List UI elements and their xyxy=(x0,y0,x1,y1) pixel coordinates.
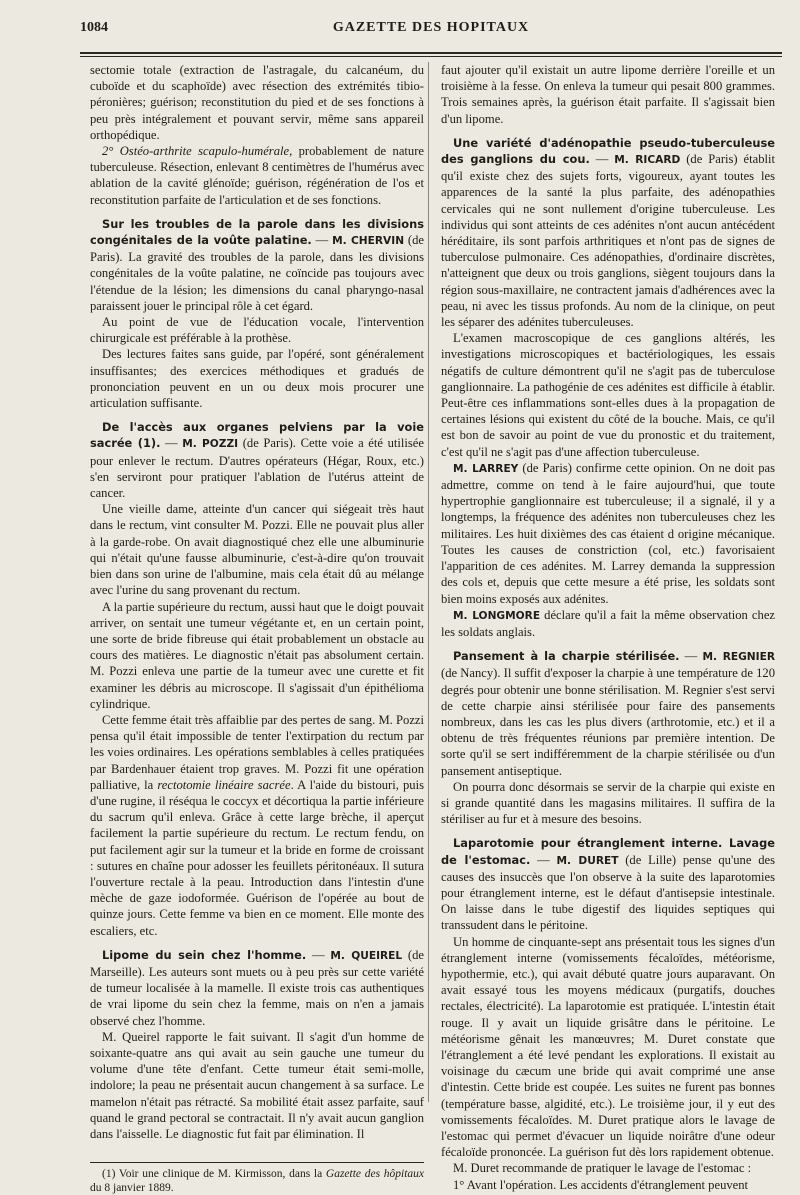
section-heading: Une variété d'adénopathie pseudo-tuberculeuse des ganglions du cou. xyxy=(441,135,775,167)
author-name: M. RICARD xyxy=(614,154,681,167)
case-title: 2° Ostéo-arthrite scapulo-humérale, xyxy=(102,144,293,159)
author-name: M. DURET xyxy=(556,854,619,867)
paragraph: 2° Ostéo-arthrite scapulo-humérale, probablement de nature tuberculeuse. Résection, enlevant 8 centimètres de l'humérus avec ablation de la cavité glénoïde; guérison, régénération de l'os et reconstitution parfaite de l'articulation et de ses fonctions. xyxy=(90,144,424,207)
column-divider xyxy=(428,62,429,1102)
paragraph: sectomie totale (extraction de l'astragale, du calcanéum, du cuboïde et du scaphoïde) avec résection des extrémités tibio-péronières; guérison; reconstitution du pied et de ses fonctions à peu près intégralement et pouvant servir, même sans appareil orthopédique. xyxy=(90,63,424,142)
footnote-rule xyxy=(90,1162,424,1163)
paragraph: Cette femme était très affaiblie par des pertes de sang. M. Pozzi pensa qu'il était impossible de tenter l'extirpation du rectum par les voies ordinaires. Les opérations semblables à celles pratiquées par Bardenhauer étaient trop graves. M. Pozzi fit une opération palliative, la rectotomie linéaire sacrée. A l'aide du bistouri, puis d'une rugine, il réséqua le coccyx et décortiqua la partie inférieure du sacrum qu'il enleva. Grâce à cette large brèche, il aperçut facilement la partie supérieure du rectum. Le rectum fendu, on put facilement agir sur la tumeur et la bride en forme de croissant : sutures en chaîne pour adosser les feuillets péritonéaux. Il sutura l'ouverture rectale à la peau. Introduction dans l'intestin d'une mèche de gaze iodoformée. Guérison de l'opérée au bout de quinze jours. Cette femme va bien en ce moment. Elle monte des escaliers, etc. xyxy=(90,712,424,938)
header-rule-thin xyxy=(80,56,782,57)
footnote: (1) Voir une clinique de M. Kirmisson, dans la Gazette des hôpitaux du 8 janvier 1889. xyxy=(90,1168,425,1195)
author-name: M. POZZI xyxy=(182,438,239,451)
paragraph: Un homme de cinquante-sept ans présentait tous les signes d'un étranglement interne (vomissements fécaloïdes, météorisme, hypothermie, etc.), qui avait débuté quatre jours auparavant. On avait essayé tous les moyens médicaux (purgatifs, douches rectales, électricité). La laparotomie est pratiquée. L'intestin était rouge. Il y avait un liquide grisâtre dans le péritoine. Le météorisme gênait les manœuvres; M. Duret constate que l'étranglement a été levé pendant les explorations. Il existait au voisinage du cæcum une bride qui avait comprimé une anse d'intestin. Cette bride est coupée. Les suites ne furent pas bonnes (température basse, algidité, etc.). Le troisième jour, il y eut des vomissements fécaloïdes. M. Duret pratique alors le lavage de l'estomac qui permet d'évacuer un liquide noirâtre d'une odeur fécaloïde prononcée. La guérison fut dès lors rapidement obtenue. xyxy=(441,934,775,1160)
paragraph: faut ajouter qu'il existait un autre lipome derrière l'oreille et un troisième à la fesse. On enleva la tumeur qui pesait 800 grammes. Trois semaines après, la guérison était parfaite. Il s'agissait bien d'un lipome. xyxy=(441,63,775,126)
running-header xyxy=(80,16,782,46)
paragraph: Au point de vue de l'éducation vocale, l'intervention chirurgicale est préférable à la prothèse. xyxy=(90,315,424,346)
paragraph: M. LONGMORE déclare qu'il a fait la même observation chez les soldats anglais. xyxy=(441,607,776,639)
section-heading: Sur les troubles de la parole dans les divisions congénitales de la voûte palatine. xyxy=(90,216,424,248)
author-name: M. QUEIREL xyxy=(330,949,403,962)
paragraph: On pourra donc désormais se servir de la charpie qui existe en si grande quantité dans les magasins militaires. Il suffira de la stériliser au fur et à mesure des besoins. xyxy=(441,779,775,827)
paragraph: L'examen macroscopique de ces ganglions altérés, les investigations microscopiques et bactériologiques, les essais négatifs de culture démontrent qu'il ne s'agit pas de tuberculose ganglionnaire. La pathogénie de ces adénites est difficile à établir. Peut-être ces inflammations sont-elles dues à la propagation de certaines lésions qui existent du côté de la bouche. Mais, ce qu'il est bon de savoir au point de vue du pronostic et du traitement, c'est qu'il ne s'agit pas d'une affection tuberculeuse. xyxy=(441,331,775,459)
page-number: 1084 xyxy=(80,20,108,35)
author-name: M. LONGMORE xyxy=(453,609,541,622)
section-lead-chervin: Sur les troubles de la parole dans les divisions congénitales de la voûte palatine. — M. CHERVIN (de Paris). La gravité des troubles de la parole, dans les divisions congénitales de la voûte palatine, ne coïncide pas toujours avec l'étendue de la lésion; les dimensions du canal pharyngo-nasal paraissent jouer le principal rôle à cet égard. xyxy=(90,216,425,313)
journal-title: GAZETTE DES HOPITAUX xyxy=(332,20,530,35)
section-lead-regnier: Pansement à la charpie stérilisée. — M. REGNIER (de Nancy). Il suffit d'exposer la charpie à une température de 120 degrés pour obtenir une bonne stérilisation. M. Regnier s'est servi de cette charpie ainsi stérilisée pour faire des pansements nombreux, dans les cas les plus divers (arthrotomie, etc.) et il a obtenu de très fréquentes réunions par première intention. De sorte qu'il se sert indifféremment de la charpie stérilisée ou d'un pansement antiseptique. xyxy=(441,649,776,778)
paragraph: 1° Avant l'opération. Les accidents d'étranglement peuvent xyxy=(453,1177,749,1192)
section-lead-pozzi: De l'accès aux organes pelviens par la voie sacrée (1). — M. POZZI (de Paris). Cette voie a été utilisée pour enlever le rectum. D'autres opérateurs (Hégar, Roux, etc.) s'en serviront pour pratiquer l'ablation de l'utérus atteint de cancer. xyxy=(90,420,424,501)
section-lead-ricard: Une variété d'adénopathie pseudo-tuberculeuse des ganglions du cou. — M. RICARD (de Paris) établit qu'il existe chez des sujets forts, vigoureux, ayant toutes les apparences de la santé la plus parfaite, des adénopathies cervicales qui ne sont nullement d'origine tuberculeuse. Les individus qui sont atteints de ces adénites n'ont aucun antécédent héréditaire, ils sont parfois arthritiques et n'ont pas de signes de tuberculose pulmonaire. Ces adénopathies, d'ordinaire discrètes, n'atteignent que deux ou trois ganglions, siègent toujours dans la région sous-maxillaire, ne contractent jamais d'adhérences avec la peau, ni avec les tissus profonds. Au nom de la clinique, on peut les séparer des adénites tuberculeuses. xyxy=(441,135,776,330)
paragraph: Des lectures faites sans guide, par l'opéré, sont généralement insuffisantes; des exercices méthodiques et gradués de prononciation peuvent en un ou deux mois procurer une articulation suffisante. xyxy=(90,347,424,411)
author-name: M. REGNIER xyxy=(702,651,776,664)
left-column xyxy=(90,62,424,1195)
section-lead-queirel: Lipome du sein chez l'homme. — M. QUEIREL (de Marseille). Les auteurs sont muets ou à peu près sur cette variété de tumeur localisée à la mamelle. Il existe trois cas authentiques de vrai lipome du sein chez la femme, mais on n'en a jamais observé chez l'homme. xyxy=(90,947,425,1028)
section-heading: Lipome du sein chez l'homme. xyxy=(102,947,307,962)
paragraph: A la partie supérieure du rectum, aussi haut que le doigt pouvait arriver, on sentait une tumeur végétante et, en un certain point, une sorte de bride fibreuse qui était probablement un obstacle au cours des matières. Le diagnostic n'était pas absolument certain. M. Pozzi enleva une partie de la tumeur avec une curette et fit examiner les débris au microscope. Il s'agissait d'un épithélioma cylindrique. xyxy=(90,599,424,711)
section-heading: Pansement à la charpie stérilisée. xyxy=(453,649,680,664)
section-lead-duret: Laparotomie pour étranglement interne. Lavage de l'estomac. — M. DURET (de Lille) pense qu'une des causes des insuccès que l'on observe à la suite des laparotomies pour étranglement interne, est le défaut d'antisepsie intestinale. On laisse dans le tube digestif des liquides septiques qui transsudent dans le péritoine. xyxy=(441,836,775,933)
paragraph: Une vieille dame, atteinte d'un cancer qui siégeait très haut dans le rectum, vint consulter M. Pozzi. Elle ne pouvait plus aller à la garde-robe. On avait diagnostiqué chez elle une albuminurie qui n'était qu'une fausse albuminurie, c'est-à-dire qu'on trouvait bien dans son urine de l'albumine, mais cela était dû au mélange avec l'urine du sang provenant du rectum. xyxy=(90,502,424,598)
section-heading: Laparotomie pour étranglement interne. Lavage de l'estomac. xyxy=(441,836,775,867)
paragraph: M. Queirel rapporte le fait suivant. Il s'agit d'un homme de soixante-quatre ans qui avait au sein gauche une tumeur du volume d'une tête d'enfant. Cette tumeur était semi-molle, indolore; la peau ne présentait aucun changement à sa surface. Le mamelon n'était pas rétracté. Sa mobilité était assez parfaite, sauf quand le grand pectoral se contractait. Il n'y avait aucun ganglion dans l'aisselle. Le diagnostic fut fait par élimination. Il xyxy=(90,1029,424,1141)
author-name: M. LARREY xyxy=(453,462,519,475)
author-name: M. CHERVIN xyxy=(332,235,405,248)
section-heading: De l'accès aux organes pelviens par la voie sacrée (1). xyxy=(90,420,424,451)
paragraph: M. LARREY (de Paris) confirme cette opinion. On ne doit pas admettre, comme on tend à le faire aujourd'hui, que toute hypertrophie ganglionnaire est tuberculeuse; il a signalé, il y a longtemps, la fréquence des adénites non tuberculeuses chez les militaires. Les huit dixièmes des cas étaient d origine mécanique. Toutes les causes de constriction (col, etc.) favorisaient l'apparition de ces adénites. M. Larrey demanda la suppression des cols et, depuis que cette mesure a été prise, les soldats sont bien moins exposés aux adénites. xyxy=(441,460,775,606)
paragraph: M. Duret recommande de pratiquer le lavage de l'estomac : xyxy=(453,1161,752,1176)
right-column xyxy=(441,62,775,1193)
header-rule xyxy=(80,52,782,54)
